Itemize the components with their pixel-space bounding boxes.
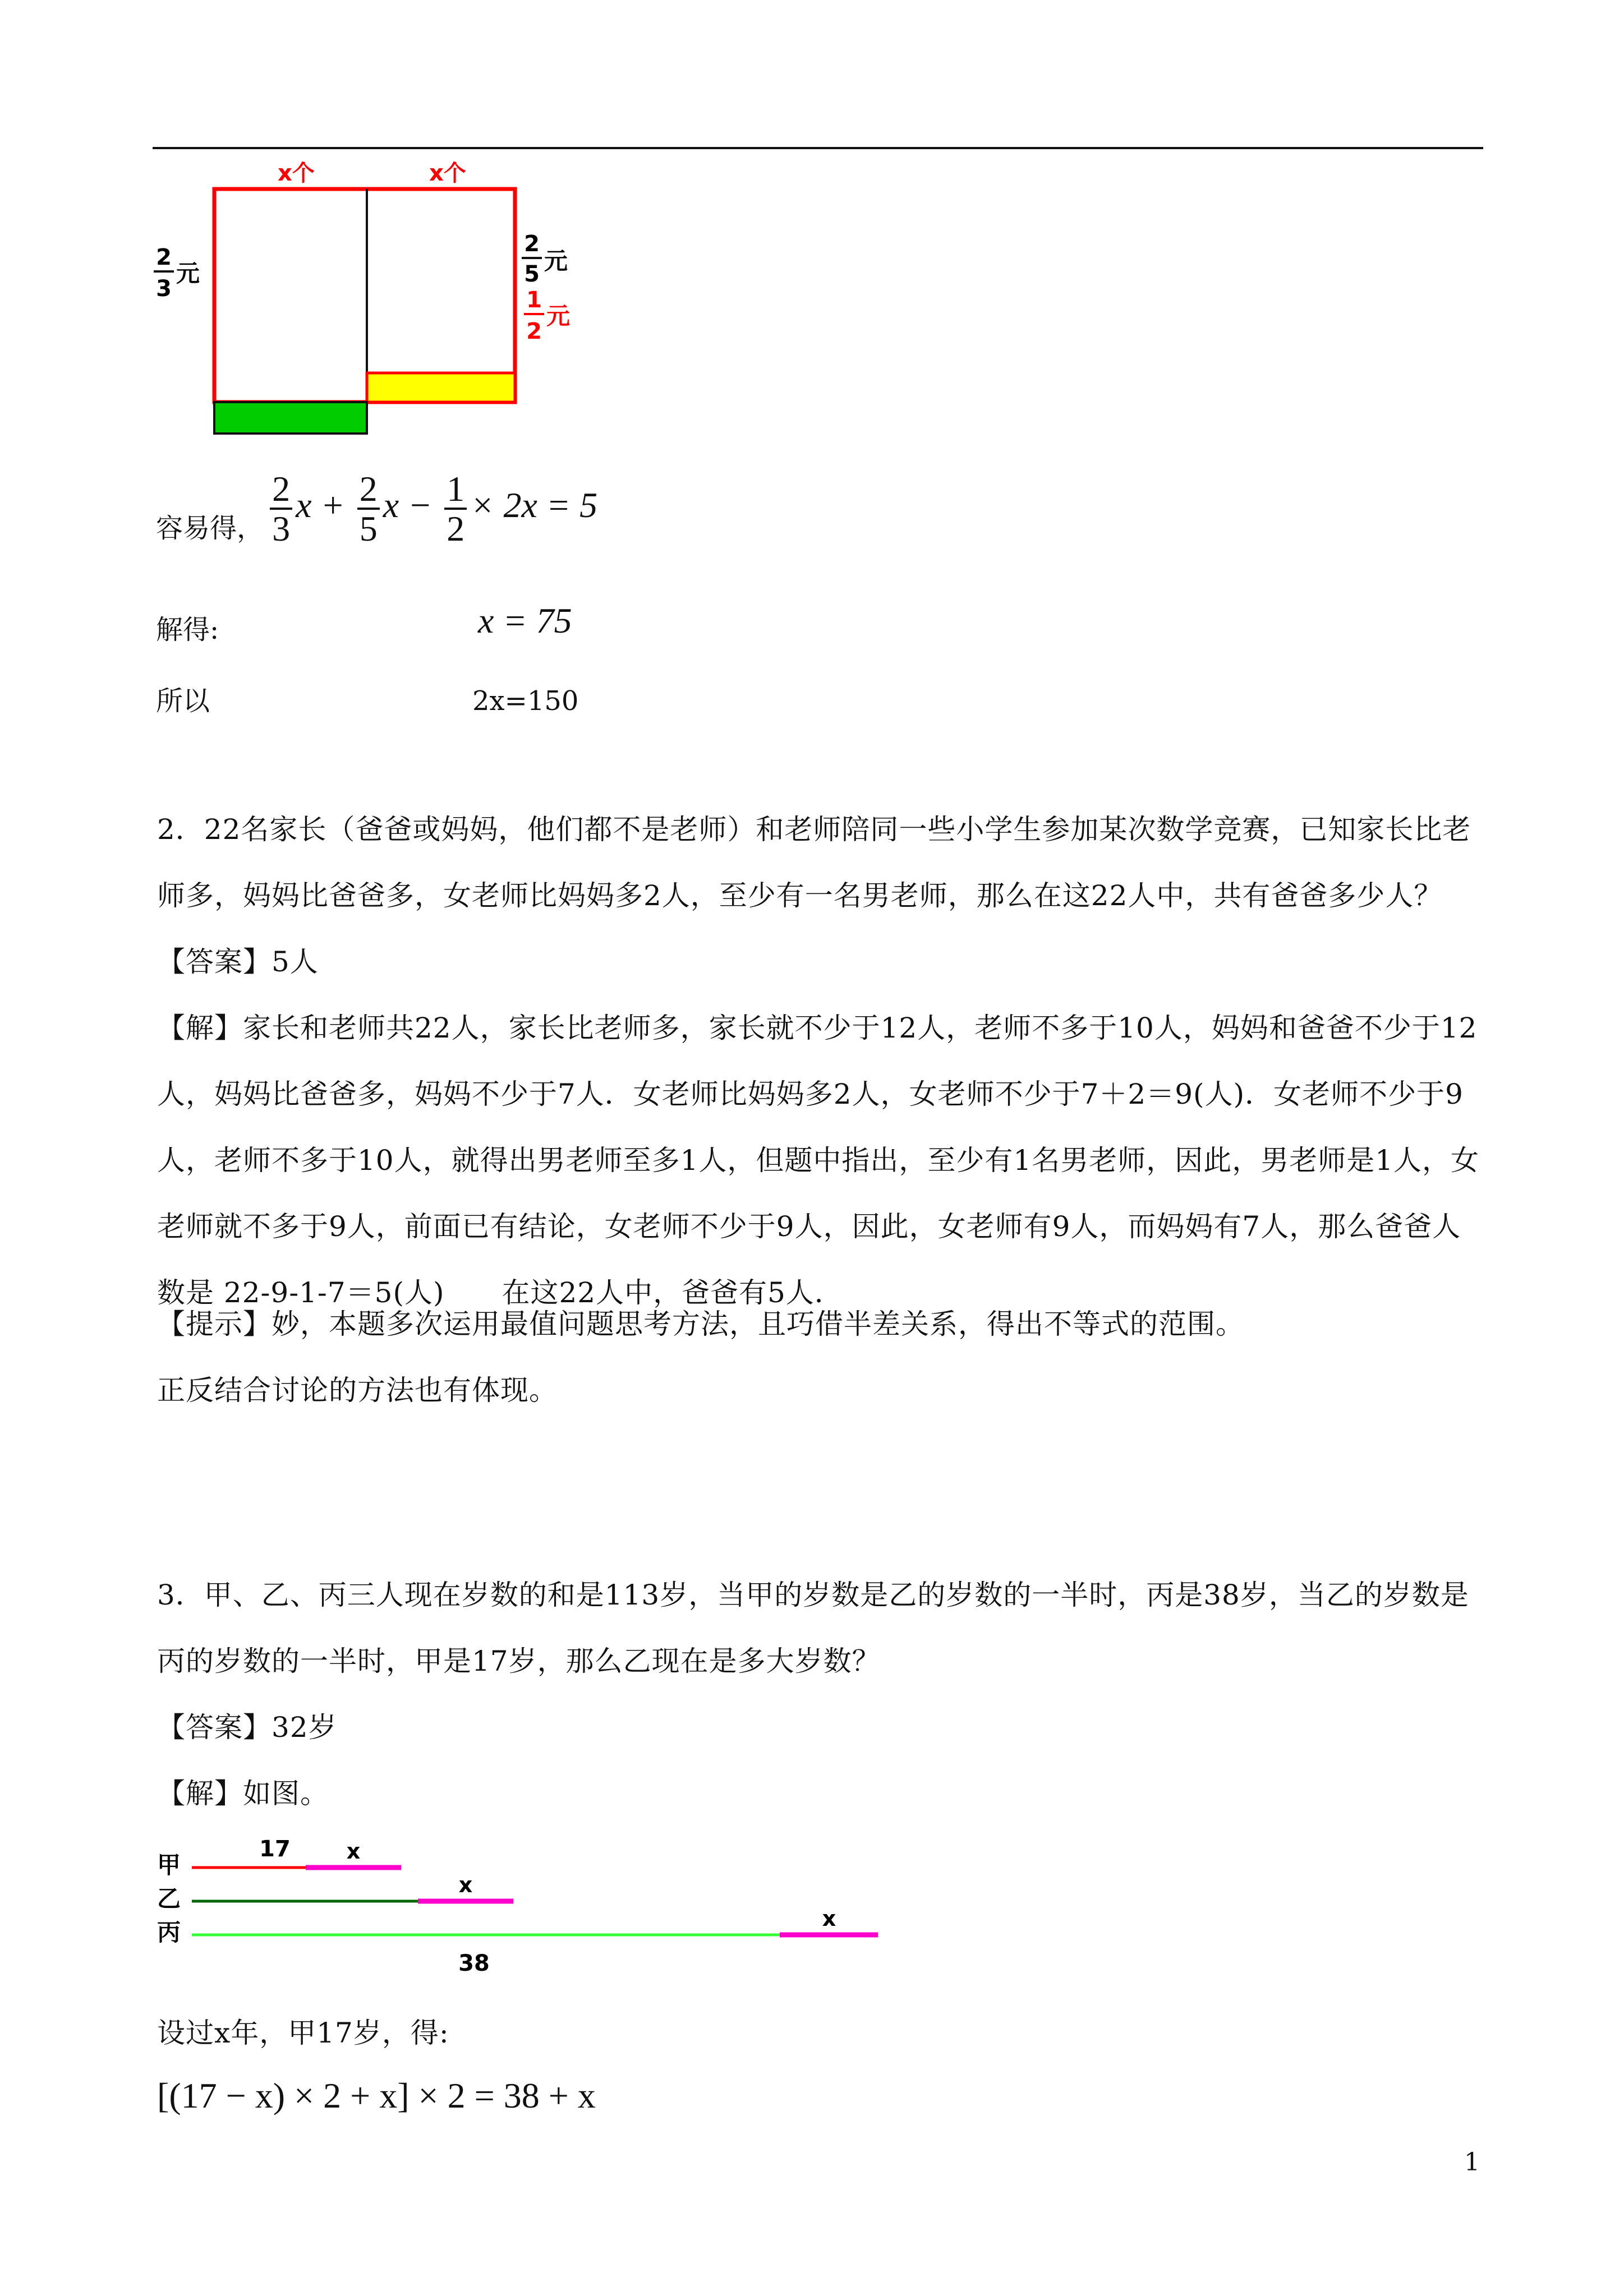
solve-label: 解得: [156,614,219,646]
q2-hint: 【提示】妙，本题多次运用最值问题思考方法，且巧借半差关系，得出不等式的范围。 [157,1308,1244,1340]
q2-question: 2．22名家长（爸爸或妈妈，他们都不是老师）和老师陪同一些小学生参加某次数学竞赛，已知家长比老师多，妈妈比爸爸多，女老师比妈妈多2人，至少有一名男老师，那么在这22人中，共有爸爸多少人？ [157,813,1471,912]
label-x-yi: x [458,1873,473,1897]
q2-answer: 【答案】5人 [157,946,319,978]
row-label-bing: 丙 [157,1919,181,1946]
q3-equation: [(17 − x) × 2 + x] × 2 = 38 + x [157,2076,596,2115]
label-17: 17 [259,1836,291,1862]
q3-setup: 设过x年，甲17岁，得: [157,2017,449,2049]
row-label-jia: 甲 [157,1851,181,1879]
rectangle-diagram [151,157,589,449]
eq1-expression [266,469,598,549]
label-38: 38 [458,1951,490,1976]
age-line-diagram [151,1834,937,1985]
green-strip [214,402,367,434]
eq1-prefix: 容易得， [156,513,264,545]
right-frac2-den: 2 [526,319,542,344]
left-frac-den: 3 [156,276,172,302]
top-left-label: x个 [278,160,315,186]
eq1-term-3: × 2x = 5 [470,485,598,525]
yellow-strip [367,373,515,402]
eq1-term-1: x + [296,485,345,525]
right-frac1-num: 2 [524,231,540,257]
therefore-value: 2x=150 [472,685,579,717]
right-frac2-unit: 元 [546,302,571,330]
solve-value: x = 75 [478,601,572,640]
q2-solution: 【解】家长和老师共22人，家长比老师多，家长就不少于12人，老师不多于10人，妈妈和爸爸不少于12人，妈妈比爸爸多，妈妈不少于7人．女老师比妈妈多2人，女老师不少于7＋2＝9(人)．女老师不少于9人，老师不多于10人，就得出男老师至多1人，但题中指出，至少有1名男老师，因此，男老师是1人，女老师就不多于9人，前面已有结论，女老师不少于9人，因此，女老师有9人，而妈妈有7人，那么爸爸人数是 22-9-1-7＝5(人) 在这22人中，爸爸有5人． [157,1012,1480,1309]
q3-solution: 【解】如图。 [157,1777,329,1810]
header-rule [153,147,1483,149]
page-number: 1 [1464,2148,1480,2177]
eq1-frac-1: $\frac{2}{3}$ [270,470,292,547]
right-frac1-unit: 元 [544,247,568,275]
label-x-bing: x [822,1906,836,1931]
q2-hint-2: 正反结合讨论的方法也有体现。 [157,1374,558,1407]
eq1-term-2: x − [383,485,433,525]
q3-answer: 【答案】32岁 [157,1711,337,1744]
top-right-label: x个 [429,160,466,186]
eq1-frac-2: $\frac{2}{5}$ [357,470,380,547]
q3-question: 3．甲、乙、丙三人现在岁数的和是113岁，当甲的岁数是乙的岁数的一半时，丙是38岁，当乙的岁数是丙的岁数的一半时，甲是17岁，那么乙现在是多大岁数？ [157,1579,1469,1677]
outer-red-rect [214,189,515,402]
label-x-jia: x [346,1839,361,1864]
eq1-frac-3: $\frac{1}{2}$ [444,470,467,547]
row-label-yi: 乙 [157,1885,181,1912]
left-frac-unit: 元 [176,260,200,287]
right-frac1-den: 5 [524,261,540,287]
right-frac2-num: 1 [526,287,542,313]
equation-1 [156,470,597,547]
therefore-label: 所以 [156,685,210,717]
left-frac-num: 2 [156,245,172,270]
